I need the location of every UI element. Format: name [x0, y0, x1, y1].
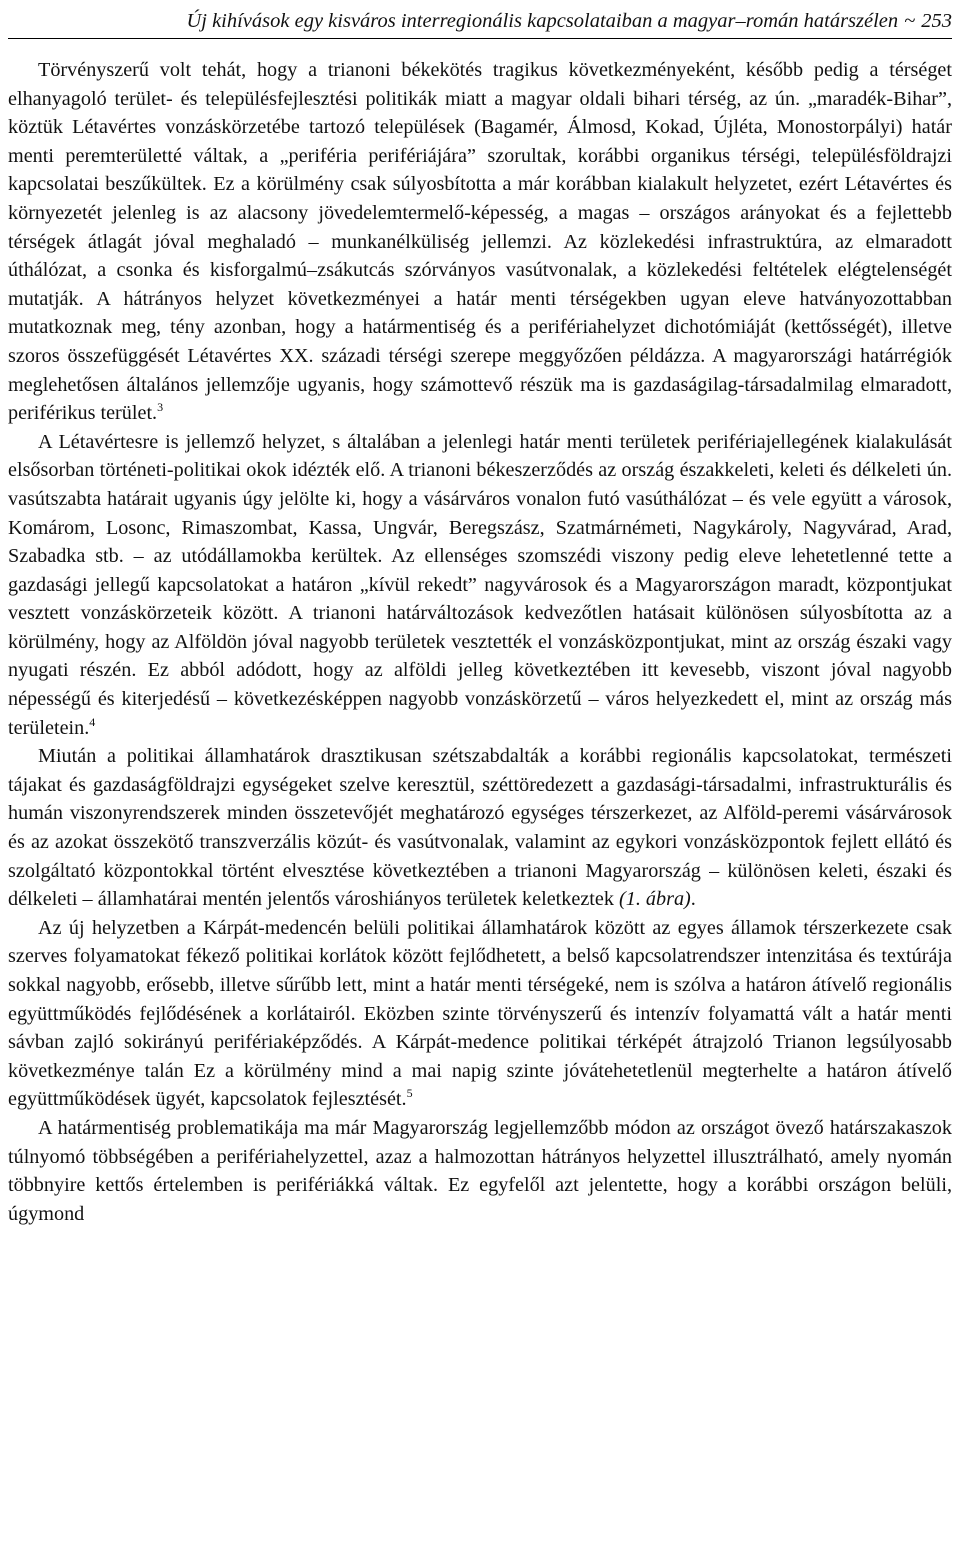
paragraph-text: Törvényszerű volt tehát, hogy a trianoni békekötés tragikus következményeként, később pedig a térséget elhanyagoló terület- és településfejlesztési politikák miatt a magyar oldali bihari térség, az ún. „maradék-Bihar”, köztük Létavértes vonzáskörzetébe tartozó települések (Bagamér, Álmosd, Kokad, Újléta, Monostorpályi) határ menti peremterületté váltak, a „periféria perifériájára” szorultak, korábbi organikus térségi, településföldrajzi kapcsolatai beszűkültek. Ez a körülmény csak súlyosbította a már korábban kialakult helyzetet, ezért Létavértes és környezetét jelenleg is az alacsony jövedelemtermelő-képesség, a magas – országos arányokat és a fejlettebb térségek átlagát jóval meghaladó – munkanélküliség jellemzi. Az közlekedési infrastruktúra, az elmaradott úthálózat, a csonka és kisforgalmú–zsákutcás szórványos vasútvonalak, a közlekedési feltételek elégtelenségét mutatják. A hátrányos helyzet következményei a határ menti térségekben ugyan eleve hatványozottabban mutatkoznak meg, tény azonban, hogy a határmentiség és a perifériahelyzet dichotómiáját (kettősségét), illetve szoros összefüggését Létavértes XX. századi térségi szerepe meggyőzően példázza. A magyarországi határrégiók meglehetősen általános jellemzője ugyanis, hogy számottevő részük ma is gazdaságilag-társadalmilag elmaradott, periférikus terület. — [8, 59, 952, 425]
paragraph-text: A határmentiség problematikája ma már Magyarország legjellemzőbb módon az országot övező határszakaszok túlnyomó többségében a perifériahelyzettel, azaz a halmozottan hátrányos helyzettel illusztrálható, amely nyomán többnyire kettős értelemben is perifériákká váltak. Ez egyfelől azt jelentette, hogy a korábbi országon belüli, úgymond — [8, 1116, 952, 1225]
paragraph — [8, 914, 952, 1114]
paragraph — [8, 56, 952, 428]
paragraph-text: A Létavértesre is jellemző helyzet, s általában a jelenlegi határ menti területek perifériajellegének kialakulását elsősorban történeti-politikai okok idézték elő. A trianoni békeszerződés az ország északkeleti, keleti és délkeleti ún. vasútszabta határait ugyanis úgy jelölte ki, hogy a vásárváros vonalon futó vasúthálózat – és vele együtt a városok, Komárom, Losonc, Rimaszombat, Kassa, Ungvár, Beregszász, Szatmárnémeti, Nagykároly, Nagyvárad, Arad, Szabadka stb. – az utódállamokba kerültek. Az ellenséges szomszédi viszony pedig eleve lehetetlenné tette a gazdasági jellegű kapcsolatokat a határon „kívül rekedt” nagyvárosok és a Magyarországon maradt, központjukat vesztett vonzáskörzeteik között. A trianoni határváltozások kedvezőtlen hatásait különösen súlyosbította az a körülmény, hogy az Alföldön jóval nagyobb területek vesztették el vonzásközpontjukat, mint az ország északi vagy nyugati részén. Ez abból adódott, hogy az alföldi jelleg következtében itt kevesebb, viszont jóval nagyobb népességű és kiterjedésű – következésképpen nagyobb vonzáskörzetű – város helyezkedett el, mint az ország más területein. — [8, 430, 952, 739]
running-header — [8, 6, 952, 36]
header-title: Új kihívások egy kisváros interregionális kapcsolataiban a magyar–román határszélen — [186, 10, 899, 32]
paragraph — [8, 1114, 952, 1228]
footnote-ref[interactable]: 5 — [406, 1086, 413, 1101]
body-text — [8, 56, 952, 1228]
footnote-ref[interactable]: 3 — [157, 400, 164, 415]
paragraph-text: Miután a politikai államhatárok drasztikusan szétszabdalták a korábbi regionális kapcsolatokat, természeti tájakat és gazdaságföldrajzi egységeket szelve keresztül, széttöredezett a gazdasági-társadalmi, infrastrukturális és humán viszonyrendszerek minden összetevőjét meghatározó egységes térszerkezet, az Alföld-peremi vásárvárosok és az azokat összekötő transzverzális közút- és vasútvonalak, valamint az egykori vonzásközpontok fejlett ellátó és szolgáltató központokkal történt elvesztése következtében a trianoni Magyarország – különösen keleti, északi és délkeleti – államhatárai mentén jelentős városhiányos területek keletkeztek — [8, 745, 952, 911]
page-number: 253 — [921, 10, 952, 32]
paragraph — [8, 428, 952, 743]
figure-reference[interactable]: (1. ábra) — [619, 888, 691, 911]
footnote-ref[interactable]: 4 — [89, 714, 96, 729]
header-rule — [8, 38, 952, 39]
paragraph — [8, 742, 952, 914]
paragraph-tail: . — [690, 888, 696, 911]
header-separator: ~ — [904, 10, 916, 32]
paragraph-text: Az új helyzetben a Kárpát-medencén belüli politikai államhatárok között az egyes államok térszerkezete csak szerves folyamatokat fékező politikai korlátok között fejlődhetett, a belső kapcsolatrendszer intenzitása és textúrája sokkal nagyobb, erősebb, illetve sűrűbb lett, mint a határ menti térségeké, nem is szólva a határon átívelő regionális együttműködés fejlődésének a korlátairól. Eközben szinte törvényszerű és intenzív folyamattá vált a határ menti sávban zajló sokirányú perifériaképződés. A Kárpát-medence politikai térképét átrajzoló Trianon legsúlyosabb következménye talán Ez a körülmény mind a mai napig szinte jóvátehetetlenül megterhelte a határon átívelő együttműködések ügyét, kapcsolatok fejlesztését. — [8, 916, 952, 1111]
